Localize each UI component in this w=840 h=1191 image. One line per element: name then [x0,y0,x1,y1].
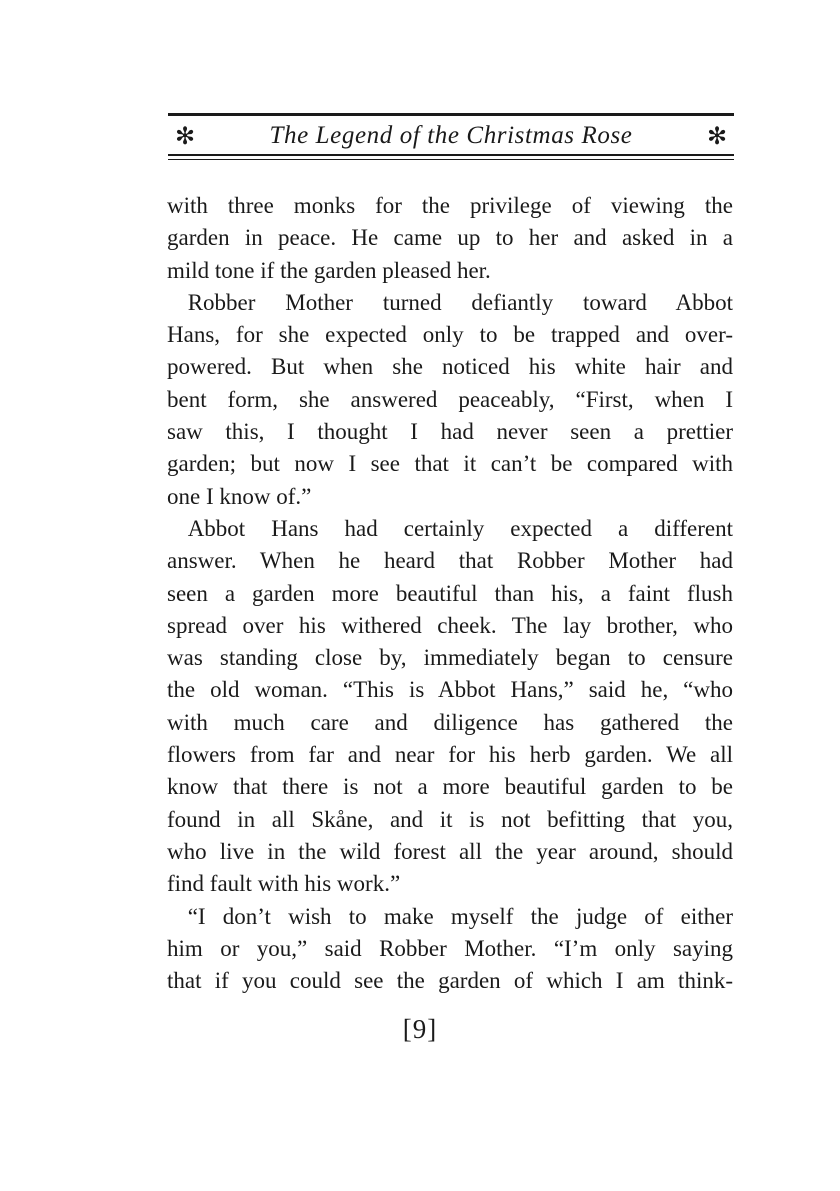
text-line: “I don’t wish to make myself the judge of either [187,903,733,929]
text-line: was standing close by, immediately began to censure [167,645,733,671]
running-title: The Legend of the Christmas Rose [269,122,633,149]
text-line: saw this, I thought I had never seen a prettier [167,419,733,445]
asterisk-ornament-right-icon: ✻ [706,122,728,150]
text-line: garden; but now I see that it can’t be compared with [167,451,733,477]
text-line: who live in the wild forest all the year around, should [167,838,733,864]
text-line: Hans, for she expected only to be trapped and over- [167,322,733,348]
text-line: the old woman. “This is Abbot Hans,” said he, “who [167,677,733,703]
text-line: with much care and diligence has gathered the [167,709,733,735]
text-line: one I know of.” [167,483,312,509]
text-line: mild tone if the garden pleased her. [167,257,491,283]
text-line: him or you,” said Robber Mother. “I’m only saying [167,935,733,961]
text-line: flowers from far and near for his herb garden. We all [167,742,733,768]
text-line: Robber Mother turned defiantly toward Abbot [187,289,733,315]
asterisk-ornament-left-icon: ✻ [174,122,196,150]
page-number: [9] [402,1014,438,1044]
header-rule-double [168,154,734,160]
text-line: know that there is not a more beautiful garden to be [167,774,733,800]
text-line: spread over his withered cheek. The lay brother, who [167,612,733,638]
text-line: that if you could see the garden of which I am think- [167,968,733,994]
text-line: with three monks for the privilege of viewing the [167,193,733,218]
text-line: found in all Skåne, and it is not befitting that you, [167,806,733,832]
text-line: seen a garden more beautiful than his, a faint flush [167,580,733,606]
text-line: bent form, she answered peaceably, “First, when I [167,386,733,412]
text-line: garden in peace. He came up to her and asked in a [167,225,733,251]
text-line: find fault with his work.” [167,871,401,897]
text-line: answer. When he heard that Robber Mother had [167,548,733,574]
text-line: Abbot Hans had certainly expected a different [187,515,733,541]
header-rule-top [168,113,734,116]
running-header [168,118,734,154]
text-line: powered. But when she noticed his white hair and [167,354,733,380]
body-text [167,190,733,997]
